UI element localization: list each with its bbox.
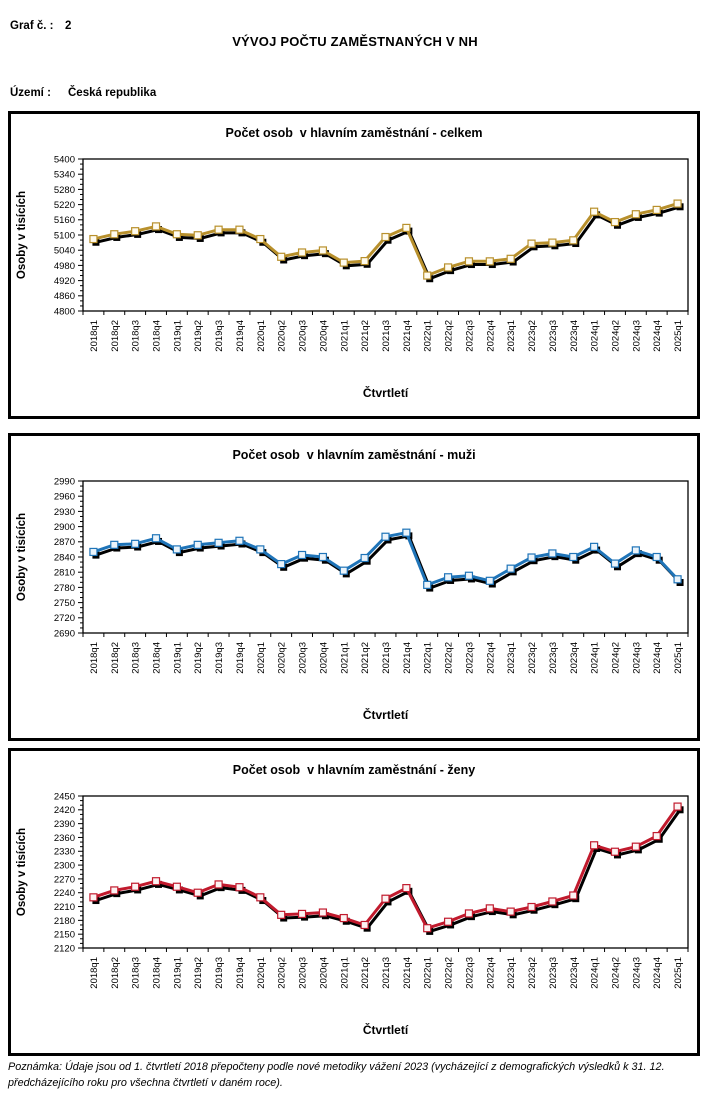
- svg-text:2020q2: 2020q2: [276, 642, 288, 674]
- svg-text:2022q1: 2022q1: [422, 320, 434, 352]
- svg-text:2690: 2690: [53, 628, 75, 640]
- x-axis-title: Čtvrtletí: [362, 386, 409, 400]
- svg-text:2018q2: 2018q2: [109, 320, 121, 352]
- svg-text:2021q3: 2021q3: [381, 642, 392, 674]
- svg-text:2022q2: 2022q2: [443, 642, 455, 674]
- svg-text:2019q1: 2019q1: [172, 957, 184, 989]
- svg-text:2018q1: 2018q1: [88, 642, 100, 674]
- svg-text:2024q4: 2024q4: [652, 642, 664, 674]
- svg-text:2021q2: 2021q2: [360, 320, 372, 352]
- svg-text:2120: 2120: [53, 943, 75, 955]
- svg-text:2019q1: 2019q1: [172, 320, 184, 352]
- svg-text:2024q3: 2024q3: [631, 320, 643, 352]
- svg-text:2019q2: 2019q2: [193, 957, 205, 989]
- svg-text:2024q3: 2024q3: [631, 642, 643, 674]
- svg-text:2018q3: 2018q3: [130, 642, 142, 674]
- svg-text:2022q3: 2022q3: [464, 642, 476, 674]
- y-axis: [54, 154, 83, 317]
- svg-text:2023q4: 2023q4: [568, 320, 580, 352]
- svg-text:2022q4: 2022q4: [485, 319, 497, 352]
- svg-text:4800: 4800: [53, 306, 75, 318]
- svg-text:2180: 2180: [53, 915, 75, 927]
- svg-text:2420: 2420: [53, 805, 75, 817]
- svg-text:2020q3: 2020q3: [297, 320, 309, 352]
- svg-text:2018q3: 2018q3: [130, 320, 142, 352]
- svg-text:5100: 5100: [53, 230, 75, 242]
- svg-text:2024q2: 2024q2: [610, 642, 622, 674]
- graf-number: 2: [65, 20, 72, 32]
- svg-text:2024q1: 2024q1: [589, 957, 601, 989]
- y-axis: [54, 476, 83, 639]
- svg-text:2020q1: 2020q1: [255, 957, 267, 989]
- chart-box-celkem: [8, 111, 700, 419]
- svg-text:5220: 5220: [53, 200, 75, 211]
- svg-text:2019q4: 2019q4: [234, 320, 246, 352]
- graf-row: [10, 20, 72, 32]
- footnote: Poznámka: Údaje jsou od 1. čtvrtletí 2018 přepočteny podle nové metodiky vážení 2023 (vycházející z demografických výsledků k 31. 12. předcházejícího roku pro všechna čtvrtletí v daném roce).: [8, 1061, 665, 1090]
- svg-text:2023q1: 2023q1: [506, 642, 518, 674]
- x-tick-labels: [89, 957, 684, 989]
- svg-text:2020q3: 2020q3: [297, 957, 309, 989]
- svg-text:5280: 5280: [53, 184, 75, 196]
- y-axis-title: Osoby v tisících: [16, 827, 28, 917]
- svg-text:2021q1: 2021q1: [339, 642, 351, 674]
- svg-text:2020q2: 2020q2: [276, 957, 288, 989]
- svg-text:2780: 2780: [53, 582, 75, 594]
- svg-text:2020q4: 2020q4: [318, 957, 330, 989]
- svg-text:2022q1: 2022q1: [422, 642, 434, 674]
- graf-label: Graf č. :: [10, 20, 54, 32]
- svg-text:2024q2: 2024q2: [610, 320, 622, 352]
- chart-zeny: [11, 751, 697, 1053]
- svg-text:2023q1: 2023q1: [506, 320, 518, 352]
- svg-text:2018q2: 2018q2: [109, 642, 121, 674]
- svg-text:2019q4: 2019q4: [234, 957, 246, 989]
- svg-text:2019q1: 2019q1: [172, 642, 184, 674]
- chart-celkem: [11, 114, 697, 416]
- svg-text:2021q1: 2021q1: [339, 320, 351, 352]
- svg-text:2018q2: 2018q2: [109, 957, 121, 989]
- svg-text:2025q1: 2025q1: [673, 320, 685, 352]
- svg-text:2022q2: 2022q2: [443, 320, 455, 352]
- chart-title-celkem: Počet osob v hlavním zaměstnání - celkem: [225, 126, 483, 140]
- page-title: VÝVOJ POČTU ZAMĚSTNANÝCH V NH: [232, 34, 478, 49]
- svg-text:2019q4: 2019q4: [234, 642, 246, 674]
- chart-title-muzi: Počet osob v hlavním zaměstnání - muži: [232, 448, 476, 462]
- svg-text:2930: 2930: [53, 506, 75, 518]
- svg-text:2020q2: 2020q2: [276, 320, 288, 352]
- svg-text:2022q3: 2022q3: [464, 320, 476, 352]
- plot-frame: [83, 481, 688, 633]
- svg-text:2021q3: 2021q3: [381, 957, 392, 989]
- x-axis-title: Čtvrtletí: [362, 1023, 409, 1037]
- svg-text:2024q1: 2024q1: [589, 642, 601, 674]
- svg-text:2021q4: 2021q4: [401, 642, 413, 674]
- svg-text:2450: 2450: [53, 791, 75, 803]
- x-tick-labels: [89, 320, 684, 352]
- svg-text:2990: 2990: [53, 476, 75, 488]
- svg-text:2023q4: 2023q4: [568, 642, 580, 674]
- svg-text:2023q1: 2023q1: [506, 957, 518, 989]
- svg-text:2025q1: 2025q1: [673, 957, 685, 989]
- svg-text:2018q3: 2018q3: [130, 957, 142, 989]
- svg-text:2018q4: 2018q4: [151, 957, 163, 989]
- uzemi-row: [10, 87, 157, 99]
- svg-text:5400: 5400: [53, 154, 75, 166]
- svg-text:2300: 2300: [53, 860, 75, 872]
- svg-text:2022q4: 2022q4: [485, 957, 497, 989]
- svg-text:2024q1: 2024q1: [589, 320, 601, 352]
- svg-text:2020q1: 2020q1: [255, 642, 267, 674]
- uzemi-value: Česká republika: [68, 87, 157, 99]
- svg-text:2240: 2240: [53, 888, 75, 900]
- svg-text:2750: 2750: [53, 598, 75, 609]
- chart-title-zeny: Počet osob v hlavním zaměstnání - ženy: [232, 763, 476, 777]
- svg-text:2810: 2810: [53, 567, 75, 579]
- svg-text:2960: 2960: [53, 491, 75, 503]
- svg-text:2020q4: 2020q4: [318, 320, 330, 352]
- svg-text:2025q1: 2025q1: [673, 642, 685, 674]
- svg-text:2360: 2360: [53, 832, 75, 844]
- x-tick-labels: [89, 642, 684, 674]
- svg-text:2024q4: 2024q4: [652, 957, 664, 989]
- svg-text:2023q3: 2023q3: [547, 957, 559, 989]
- svg-text:2270: 2270: [53, 874, 75, 886]
- svg-text:2021q2: 2021q2: [360, 957, 372, 989]
- svg-text:2020q1: 2020q1: [255, 320, 267, 352]
- y-axis-title: Osoby v tisících: [16, 190, 28, 280]
- svg-text:2020q3: 2020q3: [297, 642, 309, 674]
- chart-box-zeny: [8, 748, 700, 1056]
- svg-text:4860: 4860: [53, 291, 75, 303]
- svg-text:5340: 5340: [53, 169, 75, 181]
- svg-text:2019q3: 2019q3: [214, 957, 226, 989]
- plot-frame: [83, 796, 688, 948]
- svg-text:2023q2: 2023q2: [527, 320, 539, 352]
- svg-text:2330: 2330: [53, 846, 75, 858]
- svg-text:2150: 2150: [53, 929, 75, 941]
- svg-text:2023q3: 2023q3: [547, 642, 559, 674]
- svg-text:2023q4: 2023q4: [568, 957, 580, 989]
- svg-text:2021q4: 2021q4: [401, 320, 413, 352]
- svg-text:2021q4: 2021q4: [401, 957, 413, 989]
- svg-text:4980: 4980: [53, 260, 75, 272]
- svg-text:2018q1: 2018q1: [88, 320, 100, 352]
- y-axis-title: Osoby v tisících: [16, 512, 28, 602]
- svg-text:4920: 4920: [53, 276, 75, 287]
- svg-text:2019q3: 2019q3: [214, 642, 226, 674]
- svg-text:2024q2: 2024q2: [610, 957, 622, 989]
- svg-text:2022q1: 2022q1: [422, 957, 434, 989]
- svg-text:2023q2: 2023q2: [527, 642, 539, 674]
- svg-text:5160: 5160: [53, 215, 75, 227]
- svg-text:2023q2: 2023q2: [527, 957, 539, 989]
- chart-muzi: [11, 436, 697, 738]
- svg-text:2900: 2900: [53, 522, 75, 533]
- uzemi-label: Území :: [10, 87, 51, 99]
- svg-text:2210: 2210: [53, 901, 75, 913]
- svg-text:2840: 2840: [53, 552, 75, 564]
- svg-text:2019q3: 2019q3: [214, 320, 226, 352]
- svg-text:2018q1: 2018q1: [88, 957, 100, 989]
- svg-text:2022q4: 2022q4: [485, 642, 497, 674]
- svg-text:5040: 5040: [53, 245, 75, 257]
- svg-text:2019q2: 2019q2: [193, 320, 205, 352]
- svg-text:2022q3: 2022q3: [464, 957, 476, 989]
- svg-text:2021q2: 2021q2: [360, 642, 372, 674]
- svg-text:2018q4: 2018q4: [151, 642, 163, 674]
- x-axis-title: Čtvrtletí: [362, 708, 409, 722]
- y-axis: [54, 791, 83, 954]
- svg-text:2720: 2720: [53, 613, 75, 625]
- svg-text:2870: 2870: [53, 537, 75, 549]
- svg-text:2018q4: 2018q4: [151, 320, 163, 352]
- svg-text:2024q4: 2024q4: [652, 320, 664, 352]
- svg-text:2021q3: 2021q3: [381, 320, 392, 352]
- svg-text:2024q3: 2024q3: [631, 957, 643, 989]
- svg-text:2019q2: 2019q2: [193, 642, 205, 674]
- svg-text:2021q1: 2021q1: [339, 957, 351, 989]
- svg-text:2022q2: 2022q2: [443, 957, 455, 989]
- chart-box-muzi: [8, 433, 700, 741]
- svg-text:2390: 2390: [53, 819, 75, 831]
- svg-text:2020q4: 2020q4: [318, 642, 330, 674]
- svg-text:2023q3: 2023q3: [547, 320, 559, 352]
